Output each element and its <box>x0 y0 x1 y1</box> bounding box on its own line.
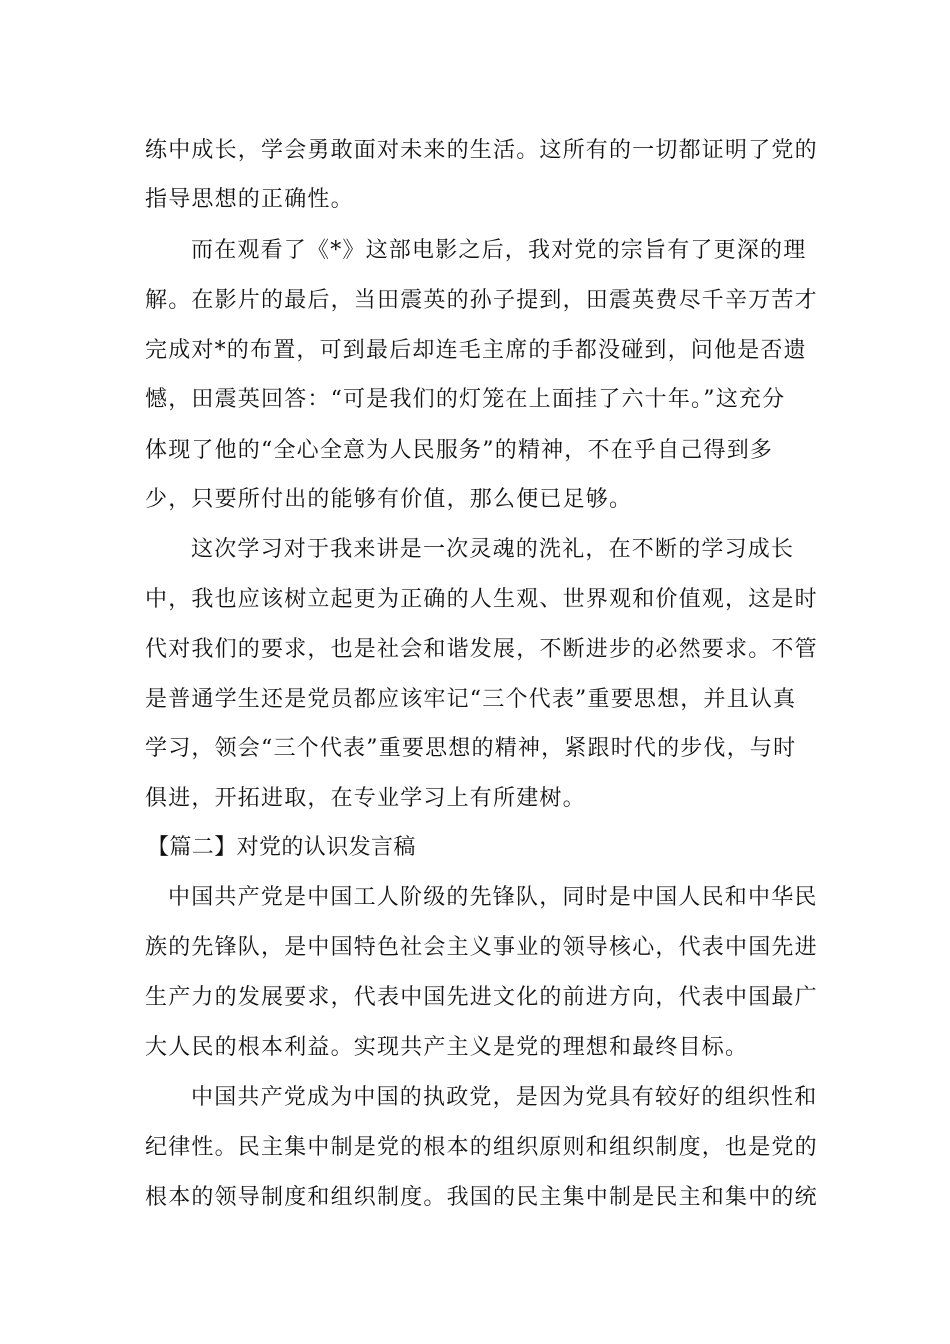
paragraph-line: 代对我们的要求，也是社会和谐发展，不断进步的必然要求。不管 <box>145 637 818 662</box>
paragraph-line: 中国共产党成为中国的执政党，是因为党具有较好的组织性和 <box>191 1085 818 1110</box>
paragraph-line: 大人民的根本利益。实现共产主义是党的理想和最终目标。 <box>145 1035 749 1060</box>
paragraph-line: 学习，领会“三个代表”重要思想的精神，紧跟时代的步伐，与时 <box>145 736 797 761</box>
paragraph-line: 练中成长，学会勇敢面对未来的生活。这所有的一切都证明了党的 <box>145 138 818 163</box>
paragraph-line: 指导思想的正确性。 <box>145 187 354 212</box>
paragraph-line: 而在观看了《*》这部电影之后，我对党的宗旨有了更深的理 <box>191 238 807 263</box>
paragraph-line: 族的先锋队，是中国特色社会主义事业的领导核心，代表中国先进 <box>145 935 818 960</box>
paragraph-line: 体现了他的“全心全意为人民服务”的精神，不在乎自己得到多 <box>145 438 774 463</box>
paragraph-line: 根本的领导制度和组织制度。我国的民主集中制是民主和集中的统 <box>145 1185 818 1210</box>
paragraph-line: 是普通学生还是党员都应该牢记“三个代表”重要思想，并且认真 <box>145 687 797 712</box>
paragraph-line: 纪律性。民主集中制是党的根本的组织原则和组织制度，也是党的 <box>145 1135 818 1160</box>
paragraph-line: 俱进，开拓进取，在专业学习上有所建树。 <box>145 786 586 811</box>
paragraph-line: 完成对*的布置，可到最后却连毛主席的手都没碰到，问他是否遗 <box>145 338 807 363</box>
paragraph-line: 憾，田震英回答：“可是我们的灯笼在上面挂了六十年。”这充分 <box>145 387 786 412</box>
section-heading: 【篇二】对党的认识发言稿 <box>147 835 416 860</box>
paragraph-line: 解。在影片的最后，当田震英的孙子提到，田震英费尽千辛万苦才 <box>145 288 818 313</box>
paragraph-line: 少，只要所付出的能够有价值，那么便已足够。 <box>145 487 633 512</box>
paragraph-line: 中，我也应该树立起更为正确的人生观、世界观和价值观，这是时 <box>145 587 818 612</box>
paragraph-line: 生产力的发展要求，代表中国先进文化的前进方向，代表中国最广 <box>145 985 818 1010</box>
paragraph-line: 这次学习对于我来讲是一次灵魂的洗礼，在不断的学习成长 <box>191 537 795 562</box>
paragraph-line: 中国共产党是中国工人阶级的先锋队，同时是中国人民和中华民 <box>168 885 818 910</box>
